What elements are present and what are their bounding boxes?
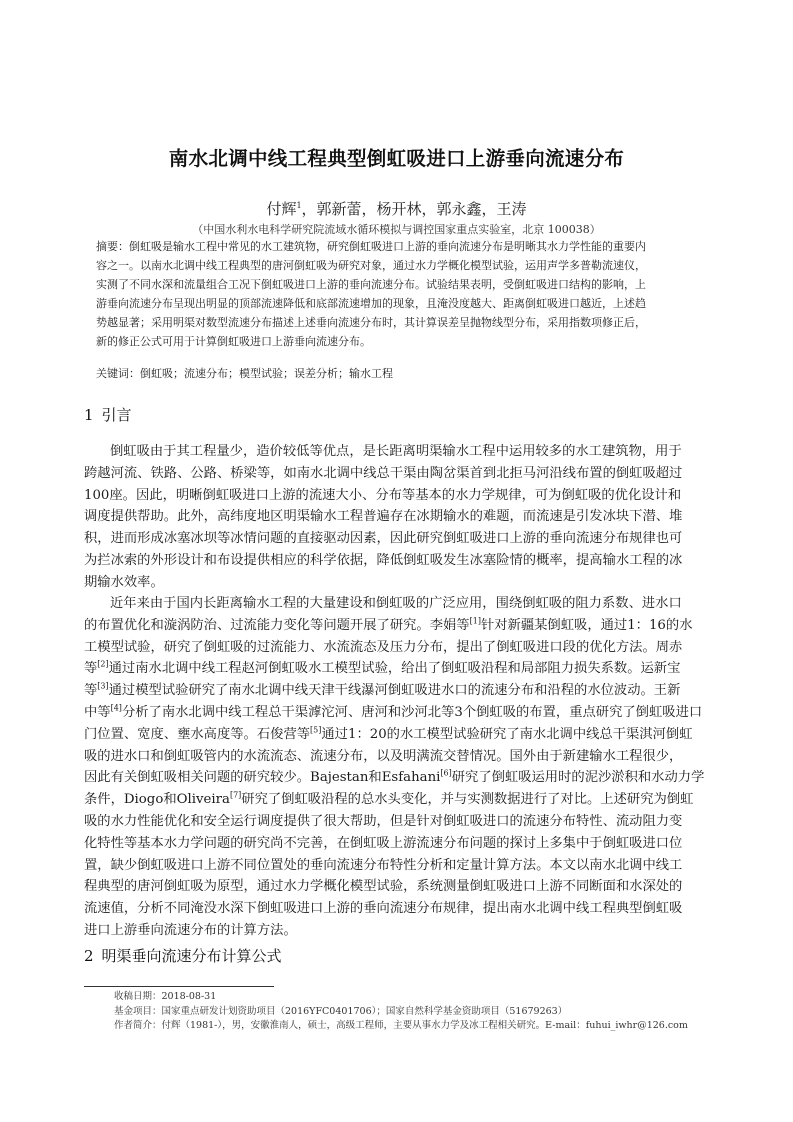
text-line: 跨越河流、铁路、公路、桥梁等，如南水北调中线总干渠由陶岔渠首到北拒马河沿线布置的倒虹吸超过	[84, 465, 683, 481]
text-line: 100座。因此，明晰倒虹吸进口上游的流速大小、分布等基本的水力学规律，可为倒虹吸的优化设计和	[84, 487, 682, 503]
citation-ref[interactable]: [2]	[97, 659, 109, 669]
text-segment: 因此有关倒虹吸相关问题的研究较少。Bajestan和Esfahani	[84, 770, 441, 786]
author-list	[0, 198, 793, 219]
abstract-line: 摘要：倒虹吸是输水工程中常见的水工建筑物，研究倒虹吸进口上游的垂向流速分布是明晰其水力学性能的重要内	[96, 240, 646, 253]
abstract-line: 势越显著；采用明渠对数型流速分布描述上述垂向流速分布时，其计算误差呈抛物线型分布，采用指数项修正后，	[96, 316, 646, 330]
section-number: 2	[84, 947, 94, 965]
abstract-line: 实测了不同水深和流量组合工况下倒虹吸进口上游的垂向流速分布。试验结果表明，受倒虹吸进口结构的影响，上	[96, 278, 646, 292]
text-line: 倒虹吸由于其工程量少，造价较低等优点，是长距离明渠输水工程中运用较多的水工建筑物，用于	[110, 444, 682, 459]
text-line: 为拦冰索的外形设计和布设提供相应的科学依据，降低倒虹吸发生冰塞险情的概率，提高输水工程的冰	[84, 552, 683, 568]
co-authors: ，郭新蕾，杨开林，郭永鑫，王涛	[301, 200, 527, 218]
paragraph-2	[84, 593, 714, 942]
abstract-line: 游垂向流速分布呈现出明显的顶部流速降低和底部流速增加的现象，且淹没度越大、距离倒虹吸进口越近，上述趋	[96, 297, 646, 311]
keywords: 关键词：倒虹吸；流速分布；模型试验；误差分析；输水工程	[96, 367, 393, 380]
text-line	[84, 789, 714, 811]
text-line: 置，缺少倒虹吸进口上游不同位置处的垂向流速分布特性分析和定量计算方法。本文以南水北调中线工	[84, 857, 683, 873]
section-title: 明渠垂向流速分布计算公式	[101, 947, 282, 965]
section-title: 引言	[101, 406, 132, 424]
citation-ref[interactable]: [7]	[229, 790, 242, 800]
citation-ref[interactable]: [6]	[440, 768, 452, 778]
text-line	[84, 615, 714, 637]
footnotes	[114, 990, 688, 1034]
abstract-line: 新的修正公式可用于计算倒虹吸进口上游垂向流速分布。	[96, 335, 371, 349]
text-line	[84, 724, 714, 746]
citation-ref[interactable]: [3]	[97, 681, 109, 691]
text-line: 流速值，分析不同淹没水深下倒虹吸进口上游的垂向流速分布规律，提出南水北调中线工程典型倒虹吸	[84, 901, 683, 917]
text-segment: 等	[84, 661, 98, 677]
affiliation: （中国水利水电科学研究院流域水循环模拟与调控国家重点实验室，北京 100038）	[192, 223, 601, 236]
section-heading-introduction	[84, 404, 132, 425]
first-author: 付辉	[266, 200, 297, 218]
footnote-divider	[84, 986, 274, 987]
citation-ref[interactable]: [5]	[310, 725, 322, 735]
text-segment: 通过1：20的水工模型试验研究了南水北调中线总干渠淇河倒虹	[321, 726, 693, 742]
paragraph-1	[84, 441, 714, 594]
section-number: 1	[84, 406, 94, 424]
text-segment: 中等	[84, 704, 111, 720]
section-heading-formula	[84, 945, 282, 966]
text-line: 期输水效率。	[84, 574, 164, 590]
text-line	[84, 702, 714, 724]
text-line	[84, 658, 714, 680]
text-segment: 研究了倒虹吸运用时的泥沙淤积和水动力学	[451, 770, 705, 786]
text-line: 积，进而形成冰塞冰坝等冰情问题的直接驱动因素，因此研究倒虹吸进口上游的垂向流速分布规律也可	[84, 531, 683, 547]
text-segment: 门位置、宽度、壅水高度等。石俊营等	[84, 726, 311, 742]
citation-ref[interactable]: [4]	[110, 703, 122, 713]
text-segment: 的布置优化和漩涡防治、过流能力变化等问题开展了研究。李娟等	[84, 617, 470, 633]
citation-ref[interactable]: [1]	[469, 616, 481, 626]
text-line: 调度提供帮助。此外，高纬度地区明渠输水工程普遍存在冰期输水的难题，而流速是引发冰块下潜、堆	[84, 509, 683, 525]
text-line: 近年来由于国内长距离输水工程的大量建设和倒虹吸的广泛应用，围绕倒虹吸的阻力系数、进水口	[110, 596, 682, 611]
footnote-received-date: 收稿日期：2018-08-31	[114, 991, 217, 1002]
text-line: 吸的水力性能优化和安全运行调度提供了很大帮助，但是针对倒虹吸进口的流速分布特性、流动阻力变	[84, 813, 683, 829]
text-line	[84, 767, 714, 789]
text-line	[84, 680, 714, 702]
text-line: 进口上游垂向流速分布的计算方法。	[84, 922, 297, 938]
text-line: 吸的进水口和倒虹吸管内的水流流态、流速分布，以及明满流交替情况。国外由于新建输水工程很少，	[84, 748, 683, 764]
affiliation-marker: 1	[296, 201, 302, 210]
footnote-author-bio: 作者简介：付辉（1981-），男，安徽淮南人，硕士，高级工程师，主要从事水力学及冰工程相关研究。E-mail：fuhui_iwhr@126.com	[114, 1020, 688, 1031]
text-segment: 通过模型试验研究了南水北调中线天津干线瀑河倒虹吸进水口的流速分布和沿程的水位波动。王新	[108, 683, 681, 699]
abstract	[96, 237, 708, 352]
text-line: 工模型试验，研究了倒虹吸的过流能力、水流流态及压力分布，提出了倒虹吸进口段的优化方法。周赤	[84, 639, 683, 655]
text-line: 化特性等基本水力学问题的研究尚不完善，在倒虹吸上游流速分布问题的探讨上多集中于倒虹吸进口位	[84, 835, 683, 851]
text-segment: 分析了南水北调中线工程总干渠滹沱河、唐河和沙河北等3个倒虹吸的布置，重点研究了倒虹吸进口	[121, 704, 703, 720]
abstract-line: 容之一。以南水北调中线工程典型的唐河倒虹吸为研究对象，通过水力学概化模型试验，运用声学多普勒流速仪，	[96, 259, 646, 273]
text-segment: 研究了倒虹吸沿程的总水头变化，并与实测数据进行了对比。上述研究为倒虹	[241, 792, 694, 808]
text-segment: 通过南水北调中线工程赵河倒虹吸水工模型试验，给出了倒虹吸沿程和局部阻力损失系数。运新宝	[108, 661, 681, 677]
paper-title: 南水北调中线工程典型倒虹吸进口上游垂向流速分布	[168, 147, 625, 170]
text-segment: 条件，Diogo和Oliveira	[84, 792, 230, 808]
text-segment: 等	[84, 683, 98, 699]
text-line: 程典型的唐河倒虹吸为原型，通过水力学概化模型试验，系统测量倒虹吸进口上游不同断面和水深处的	[84, 879, 683, 895]
footnote-funding: 基金项目：国家重点研发计划资助项目（2016YFC0401706）；国家自然科学基金资助项目（51679263）	[114, 1005, 568, 1017]
text-segment: 针对新疆某倒虹吸，通过1：16的水	[480, 617, 693, 633]
